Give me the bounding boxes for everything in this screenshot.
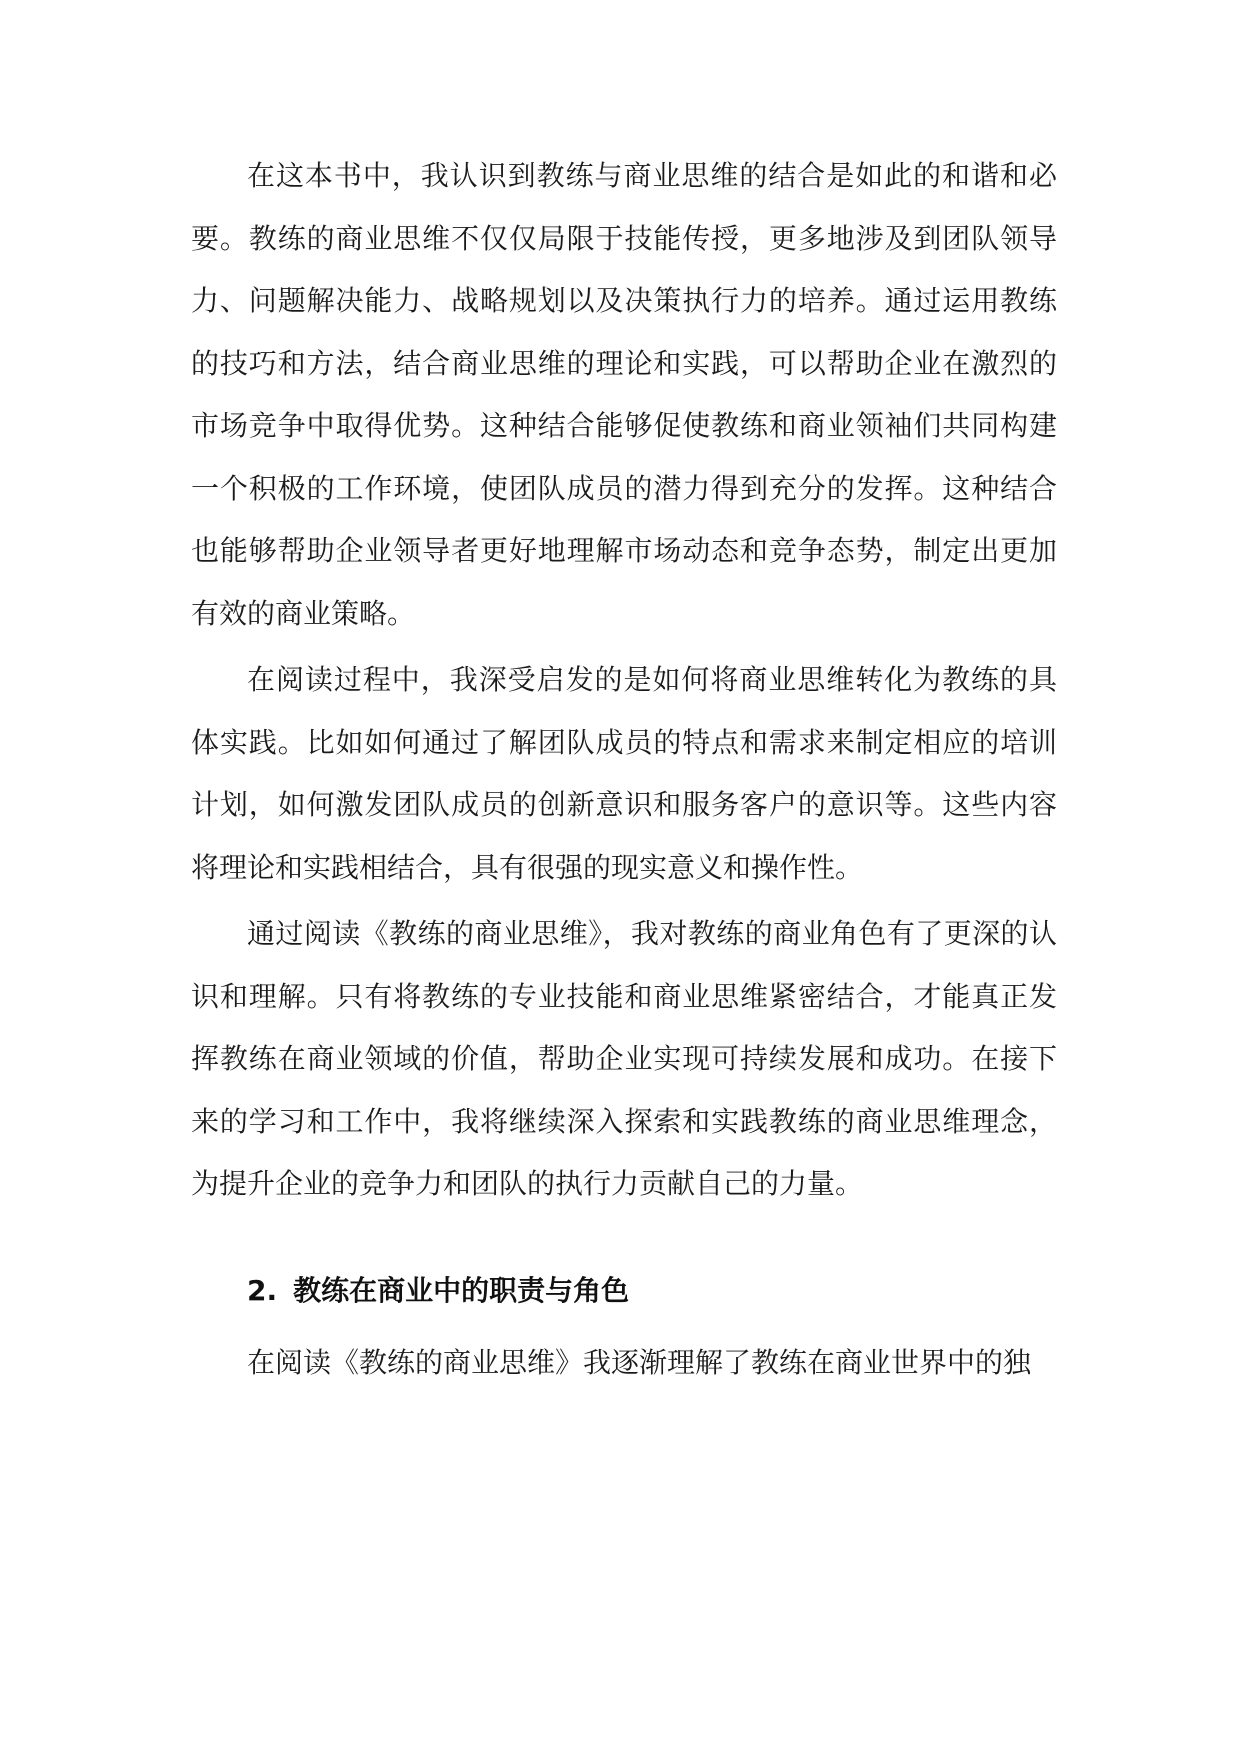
body-paragraph-3: 通过阅读《教练的商业思维》，我对教练的商业角色有了更深的认识和理解。只有将教练的专业技能和商业思维紧密结合，才能真正发挥教练在商业领域的价值，帮助企业实现可持续发展和成功。在接下来的学习和工作中，我将继续深入探索和实践教练的商业思维理念，为提升企业的竞争力和团队的执行力贡献自己的力量。: [191, 917, 1057, 1200]
body-paragraph-1: 在这本书中，我认识到教练与商业思维的结合是如此的和谐和必要。教练的商业思维不仅仅局限于技能传授，更多地涉及到团队领导力、问题解决能力、战略规划以及决策执行力的培养。通过运用教练的技巧和方法，结合商业思维的理论和实践，可以帮助企业在激烈的市场竞争中取得优势。这种结合能够促使教练和商业领袖们共同构建一个积极的工作环境，使团队成员的潜力得到充分的发挥。这种结合也能够帮助企业领导者更好地理解市场动态和竞争态势，制定出更加有效的商业策略。: [191, 159, 1057, 630]
section-heading: [191, 1260, 1057, 1322]
document-body: [191, 145, 1057, 1394]
body-paragraph-4: 在阅读《教练的商业思维》我逐渐理解了教练在商业世界中的独: [247, 1345, 1032, 1379]
section-number: 2.: [247, 1273, 278, 1307]
body-paragraph-2: 在阅读过程中，我深受启发的是如何将商业思维转化为教练的具体实践。比如如何通过了解团队成员的特点和需求来制定相应的培训计划，如何激发团队成员的创新意识和服务客户的意识等。这些内容将理论和实践相结合，具有很强的现实意义和操作性。: [191, 663, 1057, 884]
section-title: 教练在商业中的职责与角色: [293, 1273, 630, 1307]
